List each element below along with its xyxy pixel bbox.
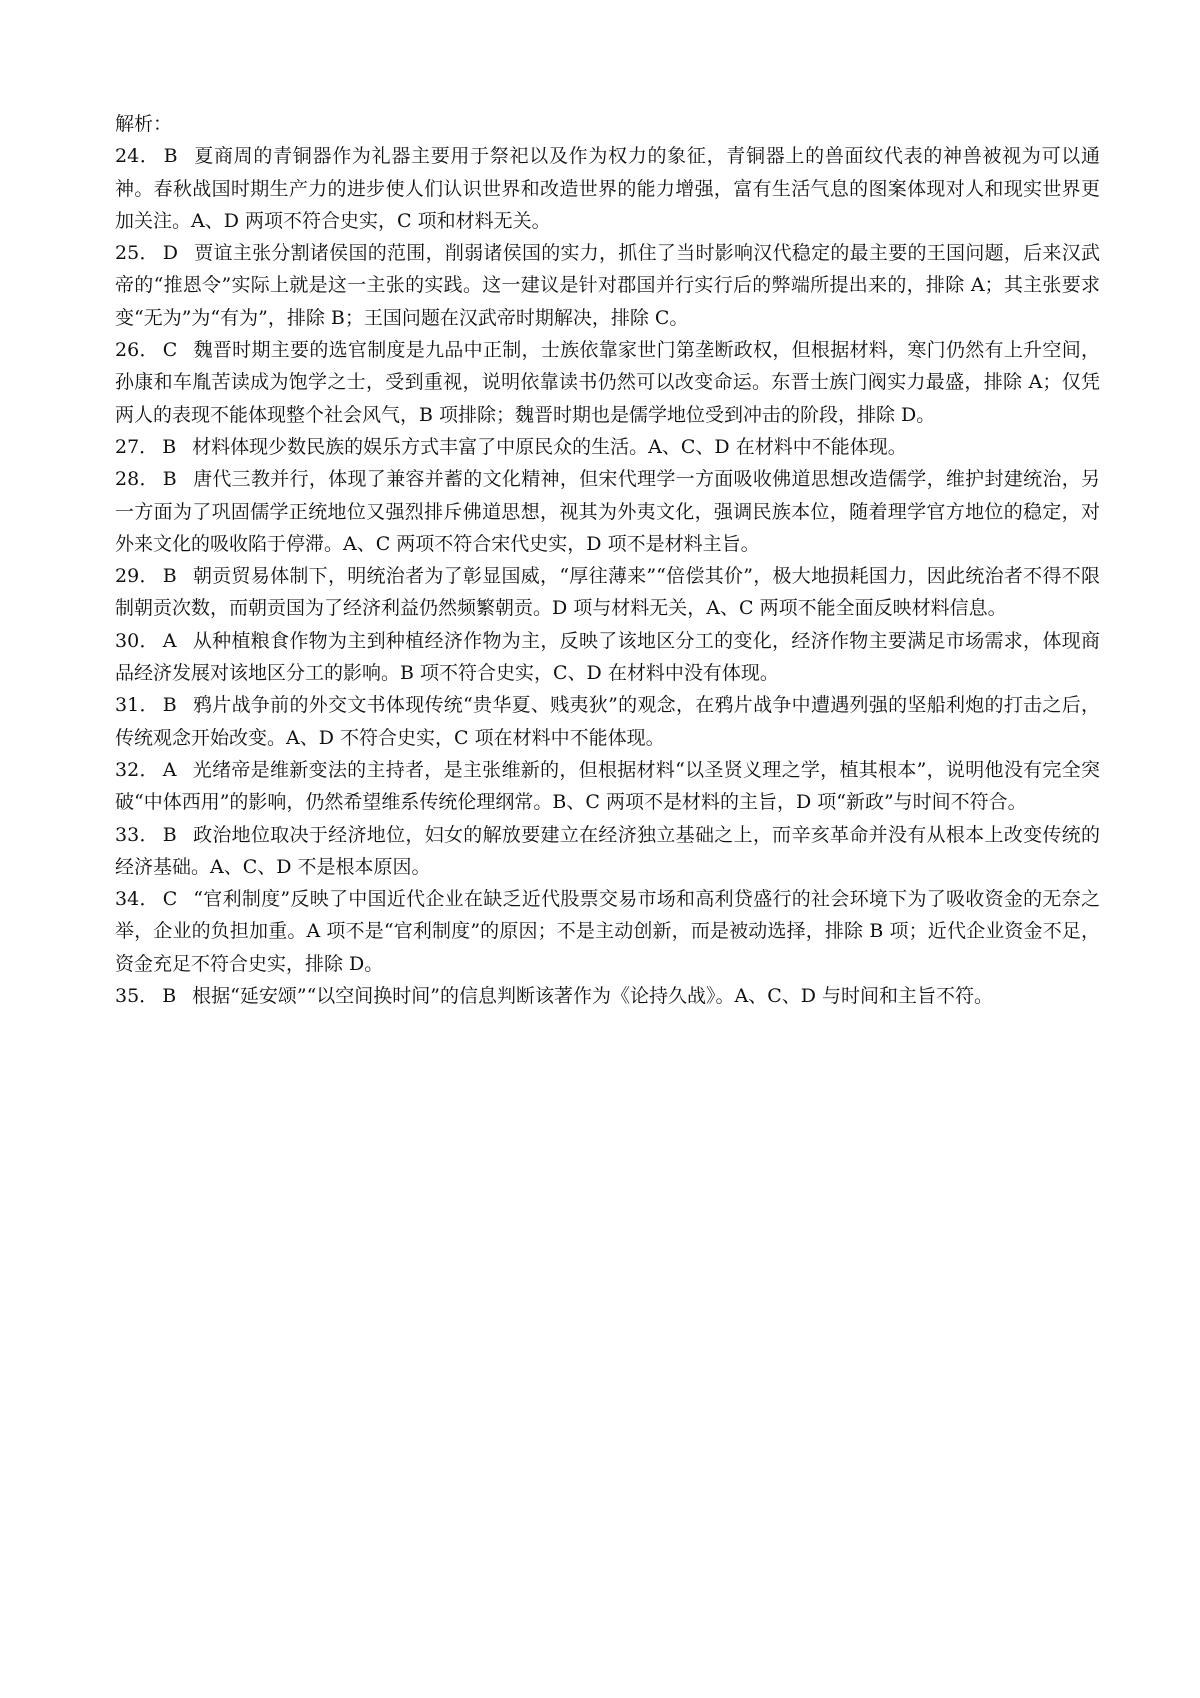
- explanation-text: 政治地位取决于经济地位，妇女的解放要建立在经济独立基础之上，而辛亥革命并没有从根本上改变传统的经济基础。A、C、D 不是根本原因。: [115, 823, 1100, 878]
- document-page: [115, 108, 1100, 1012]
- answer-item-32: [115, 754, 1100, 819]
- question-number: 26．: [115, 339, 159, 362]
- answer-item-35: [115, 980, 1100, 1012]
- question-number: 27．: [115, 435, 159, 458]
- answer-item-26: [115, 334, 1100, 431]
- analysis-heading: 解析：: [115, 113, 173, 135]
- explanation-text: 贾谊主张分割诸侯国的范围，削弱诸侯国的实力，抓住了当时影响汉代稳定的最主要的王国问题，后来汉武帝的“推恩令”实际上就是这一主张的实践。这一建议是针对郡国并行实行后的弊端所提出来的，排除 A；其主张要求变“无为”为“有为”，排除 B；王国问题在汉武帝时期解决，排除 C。: [115, 242, 1100, 329]
- answer-item-27: [115, 431, 1100, 463]
- question-number: 32．: [115, 758, 159, 781]
- question-number: 33．: [115, 823, 159, 846]
- answer-letter: A: [162, 758, 177, 781]
- answer-item-29: [115, 560, 1100, 625]
- question-number: 28．: [115, 468, 159, 491]
- answer-item-24: [115, 140, 1100, 237]
- question-number: 31．: [115, 694, 159, 717]
- question-number: 34．: [115, 888, 159, 911]
- answer-letter: B: [162, 823, 177, 846]
- explanation-text: 夏商周的青铜器作为礼器主要用于祭祀以及作为权力的象征，青铜器上的兽面纹代表的神兽被视为可以通神。春秋战国时期生产力的进步使人们认识世界和改造世界的能力增强，富有生活气息的图案体现对人和现实世界更加关注。A、D 两项不符合史实，C 项和材料无关。: [115, 145, 1100, 232]
- question-number: 24．: [115, 145, 160, 168]
- explanation-text: 唐代三教并行，体现了兼容并蓄的文化精神，但宋代理学一方面吸收佛道思想改造儒学，维护封建统治，另一方面为了巩固儒学正统地位又强烈排斥佛道思想，视其为外夷文化，强调民族本位，随着理学官方地位的稳定，对外来文化的吸收陷于停滞。A、C 两项不符合宋代史实，D 项不是材料主旨。: [115, 468, 1100, 555]
- answer-letter: A: [162, 629, 177, 652]
- explanation-text: 魏晋时期主要的选官制度是九品中正制，士族依靠家世门第垄断政权，但根据材料，寒门仍然有上升空间，孙康和车胤苦读成为饱学之士，受到重视，说明依靠读书仍然可以改变命运。东晋士族门阀实力最盛，排除 A；仅凭两人的表现不能体现整个社会风气，B 项排除；魏晋时期也是儒学地位受到冲击的阶段，排除 D。: [115, 339, 1100, 426]
- answer-item-34: [115, 883, 1100, 980]
- question-number: 30．: [115, 629, 159, 652]
- explanation-text: 根据“延安颂”“以空间换时间”的信息判断该著作为《论持久战》。A、C、D 与时间和主旨不符。: [192, 985, 994, 1008]
- question-number: 25．: [115, 242, 159, 265]
- question-number: 35．: [115, 985, 159, 1008]
- answer-letter: B: [162, 435, 177, 458]
- explanation-text: “官利制度”反映了中国近代企业在缺乏近代股票交易市场和高利贷盛行的社会环境下为了吸收资金的无奈之举，企业的负担加重。A 项不是“官利制度”的原因；不是主动创新，而是被动选择，排除 B 项；近代企业资金不足，资金充足不符合史实，排除 D。: [115, 888, 1100, 975]
- explanation-text: 光绪帝是维新变法的主持者，是主张维新的，但根据材料“以圣贤义理之学，植其根本”，说明他没有完全突破“中体西用”的影响，仍然希望维系传统伦理纲常。B、C 两项不是材料的主旨，D 项“新政”与时间不符合。: [115, 758, 1100, 814]
- answer-letter: B: [162, 565, 177, 588]
- explanation-text: 鸦片战争前的外交文书体现传统“贵华夏、贱夷狄”的观念，在鸦片战争中遭遇列强的坚船利炮的打击之后，传统观念开始改变。A、D 不符合史实，C 项在材料中不能体现。: [115, 694, 1100, 749]
- answer-letter: D: [162, 242, 178, 265]
- answer-letter: C: [162, 339, 178, 362]
- explanation-text: 朝贡贸易体制下，明统治者为了彰显国威，“厚往薄来”“倍偿其价”，极大地损耗国力，因此统治者不得不限制朝贡次数，而朝贡国为了经济利益仍然频繁朝贡。D 项与材料无关，A、C 两项不能全面反映材料信息。: [115, 565, 1100, 620]
- answer-item-33: [115, 819, 1100, 884]
- explanation-text: 材料体现少数民族的娱乐方式丰富了中原民众的生活。A、C、D 在材料中不能体现。: [192, 435, 907, 458]
- answer-letter: B: [162, 694, 177, 717]
- answer-letter: B: [163, 145, 178, 168]
- answer-item-25: [115, 237, 1100, 334]
- question-number: 29．: [115, 565, 159, 588]
- answer-letter: B: [162, 468, 177, 491]
- answer-item-31: [115, 689, 1100, 754]
- answer-item-28: [115, 463, 1100, 560]
- answer-letter: C: [162, 888, 178, 911]
- answer-letter: B: [162, 985, 177, 1008]
- answer-item-30: [115, 625, 1100, 690]
- explanation-text: 从种植粮食作物为主到种植经济作物为主，反映了该地区分工的变化，经济作物主要满足市场需求，体现商品经济发展对该地区分工的影响。B 项不符合史实，C、D 在材料中没有体现。: [115, 629, 1100, 685]
